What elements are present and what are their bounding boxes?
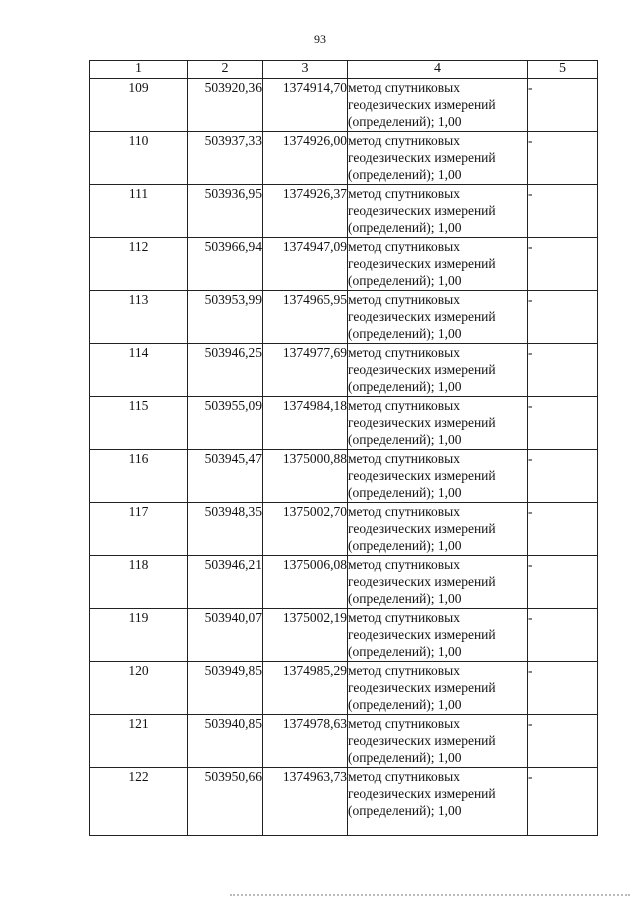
method-line: метод спутниковых: [348, 186, 460, 201]
method-cell: [348, 768, 528, 836]
y-coordinate-cell: 1375002,19: [263, 609, 348, 662]
method-line: (определений); 1,00: [348, 326, 462, 341]
x-coordinate-cell: 503966,94: [188, 238, 263, 291]
y-coordinate-cell: 1374926,00: [263, 132, 348, 185]
column-header-3: 3: [263, 61, 348, 79]
method-line: геодезических измерений: [348, 786, 496, 801]
method-line: метод спутниковых: [348, 663, 460, 678]
table-row: [90, 397, 598, 450]
method-line: метод спутниковых: [348, 345, 460, 360]
table-row: [90, 185, 598, 238]
method-line: геодезических измерений: [348, 521, 496, 536]
y-coordinate-cell: 1375002,70: [263, 503, 348, 556]
method-cell: [348, 344, 528, 397]
y-coordinate-cell: 1374963,73: [263, 768, 348, 836]
method-line: геодезических измерений: [348, 362, 496, 377]
column-header-5: 5: [528, 61, 598, 79]
method-line: геодезических измерений: [348, 468, 496, 483]
method-line: (определений); 1,00: [348, 432, 462, 447]
note-cell: -: [528, 344, 598, 397]
note-cell: -: [528, 556, 598, 609]
method-line: (определений); 1,00: [348, 379, 462, 394]
method-line: геодезических измерений: [348, 415, 496, 430]
method-line: (определений); 1,00: [348, 803, 462, 818]
x-coordinate-cell: 503946,25: [188, 344, 263, 397]
note-cell: -: [528, 715, 598, 768]
method-cell: [348, 503, 528, 556]
column-header-2: 2: [188, 61, 263, 79]
point-number-cell: 121: [90, 715, 188, 768]
note-cell: -: [528, 450, 598, 503]
point-number-cell: 119: [90, 609, 188, 662]
column-header-1: 1: [90, 61, 188, 79]
method-line: метод спутниковых: [348, 451, 460, 466]
table-header-row: [90, 61, 598, 79]
coordinates-table: [89, 60, 598, 836]
method-line: метод спутниковых: [348, 292, 460, 307]
note-cell: -: [528, 503, 598, 556]
method-line: метод спутниковых: [348, 504, 460, 519]
x-coordinate-cell: 503920,36: [188, 79, 263, 132]
method-line: (определений); 1,00: [348, 220, 462, 235]
point-number-cell: 120: [90, 662, 188, 715]
method-line: геодезических измерений: [348, 627, 496, 642]
method-line: геодезических измерений: [348, 256, 496, 271]
method-line: метод спутниковых: [348, 716, 460, 731]
method-line: геодезических измерений: [348, 150, 496, 165]
table-row: [90, 79, 598, 132]
table-body: [90, 79, 598, 836]
x-coordinate-cell: 503950,66: [188, 768, 263, 836]
table-row: [90, 291, 598, 344]
table-row: [90, 662, 598, 715]
note-cell: -: [528, 662, 598, 715]
y-coordinate-cell: 1374978,63: [263, 715, 348, 768]
table-row: [90, 556, 598, 609]
method-cell: [348, 715, 528, 768]
note-cell: -: [528, 609, 598, 662]
method-line: (определений); 1,00: [348, 644, 462, 659]
method-line: геодезических измерений: [348, 733, 496, 748]
table-row: [90, 450, 598, 503]
method-line: метод спутниковых: [348, 557, 460, 572]
page-number: 93: [314, 32, 326, 46]
y-coordinate-cell: 1374914,70: [263, 79, 348, 132]
y-coordinate-cell: 1374984,18: [263, 397, 348, 450]
method-line: (определений); 1,00: [348, 591, 462, 606]
x-coordinate-cell: 503940,85: [188, 715, 263, 768]
table-row: [90, 609, 598, 662]
method-line: (определений); 1,00: [348, 697, 462, 712]
note-cell: -: [528, 238, 598, 291]
x-coordinate-cell: 503946,21: [188, 556, 263, 609]
point-number-cell: 111: [90, 185, 188, 238]
point-number-cell: 109: [90, 79, 188, 132]
method-line: метод спутниковых: [348, 398, 460, 413]
method-line: (определений); 1,00: [348, 538, 462, 553]
method-line: (определений); 1,00: [348, 750, 462, 765]
x-coordinate-cell: 503955,09: [188, 397, 263, 450]
point-number-cell: 116: [90, 450, 188, 503]
method-line: геодезических измерений: [348, 203, 496, 218]
method-line: (определений); 1,00: [348, 167, 462, 182]
method-line: метод спутниковых: [348, 239, 460, 254]
x-coordinate-cell: 503948,35: [188, 503, 263, 556]
x-coordinate-cell: 503949,85: [188, 662, 263, 715]
method-cell: [348, 556, 528, 609]
method-line: геодезических измерений: [348, 309, 496, 324]
method-line: геодезических измерений: [348, 97, 496, 112]
note-cell: -: [528, 291, 598, 344]
point-number-cell: 110: [90, 132, 188, 185]
method-line: геодезических измерений: [348, 680, 496, 695]
method-line: метод спутниковых: [348, 133, 460, 148]
x-coordinate-cell: 503940,07: [188, 609, 263, 662]
method-line: геодезических измерений: [348, 574, 496, 589]
x-coordinate-cell: 503937,33: [188, 132, 263, 185]
method-line: (определений); 1,00: [348, 273, 462, 288]
table-row: [90, 344, 598, 397]
y-coordinate-cell: 1374947,09: [263, 238, 348, 291]
method-cell: [348, 291, 528, 344]
method-line: (определений); 1,00: [348, 114, 462, 129]
y-coordinate-cell: 1375006,08: [263, 556, 348, 609]
method-cell: [348, 238, 528, 291]
table-row: [90, 132, 598, 185]
y-coordinate-cell: 1374926,37: [263, 185, 348, 238]
y-coordinate-cell: 1374977,69: [263, 344, 348, 397]
x-coordinate-cell: 503936,95: [188, 185, 263, 238]
y-coordinate-cell: 1374985,29: [263, 662, 348, 715]
table-row: [90, 715, 598, 768]
point-number-cell: 113: [90, 291, 188, 344]
footer-scan-mark: [230, 894, 630, 898]
x-coordinate-cell: 503945,47: [188, 450, 263, 503]
method-cell: [348, 609, 528, 662]
note-cell: -: [528, 397, 598, 450]
point-number-cell: 118: [90, 556, 188, 609]
table-row: [90, 768, 598, 836]
x-coordinate-cell: 503953,99: [188, 291, 263, 344]
table-row: [90, 503, 598, 556]
note-cell: -: [528, 185, 598, 238]
method-cell: [348, 397, 528, 450]
point-number-cell: 117: [90, 503, 188, 556]
point-number-cell: 122: [90, 768, 188, 836]
method-cell: [348, 662, 528, 715]
method-cell: [348, 450, 528, 503]
column-header-4: 4: [348, 61, 528, 79]
method-cell: [348, 185, 528, 238]
method-line: метод спутниковых: [348, 80, 460, 95]
y-coordinate-cell: 1375000,88: [263, 450, 348, 503]
y-coordinate-cell: 1374965,95: [263, 291, 348, 344]
point-number-cell: 112: [90, 238, 188, 291]
method-line: метод спутниковых: [348, 769, 460, 784]
method-cell: [348, 132, 528, 185]
table-row: [90, 238, 598, 291]
method-cell: [348, 79, 528, 132]
note-cell: -: [528, 768, 598, 836]
note-cell: -: [528, 132, 598, 185]
method-line: (определений); 1,00: [348, 485, 462, 500]
method-line: метод спутниковых: [348, 610, 460, 625]
note-cell: -: [528, 79, 598, 132]
point-number-cell: 114: [90, 344, 188, 397]
point-number-cell: 115: [90, 397, 188, 450]
